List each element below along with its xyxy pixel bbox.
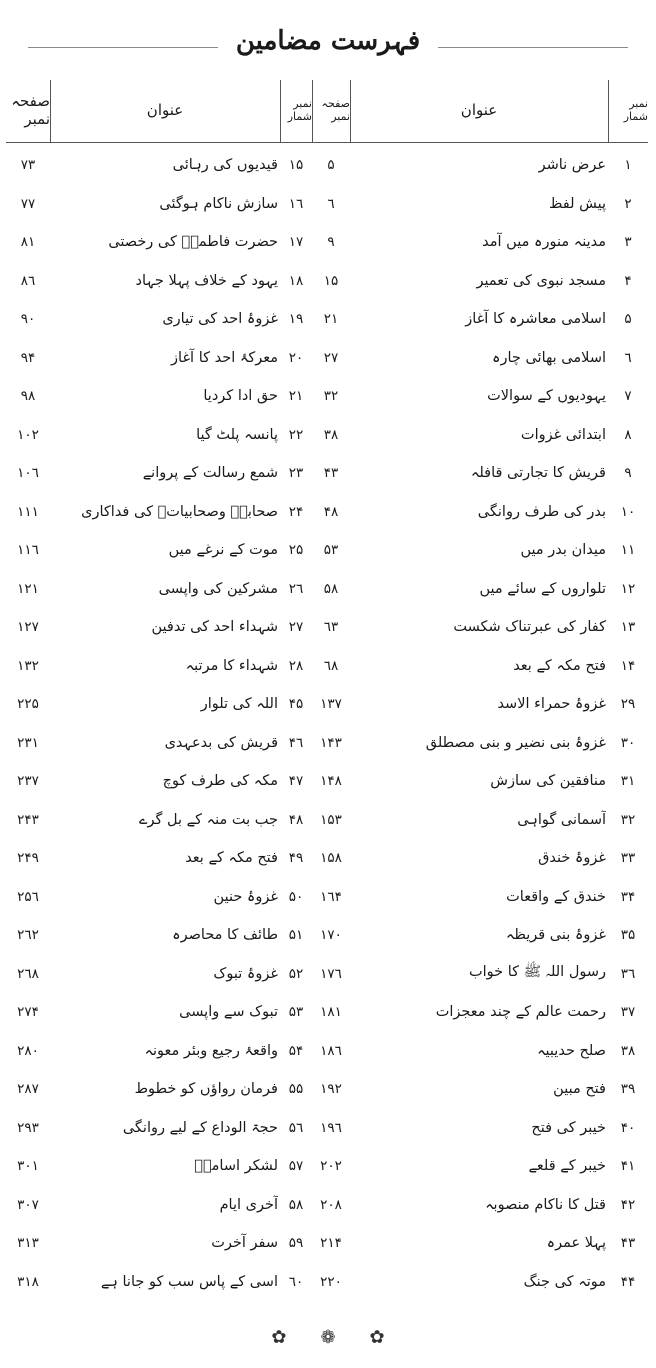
right-serial-number: ٦: [624, 349, 632, 366]
right-entry-title: پیش لفظ: [548, 195, 606, 212]
table-row: [6, 1224, 648, 1262]
right-serial-number: ٢: [624, 195, 632, 212]
flower-ornament-icon: ✿: [369, 1327, 385, 1348]
left-entry-title: فرمان رواؤں کو خطوط: [134, 1081, 278, 1097]
right-serial-number: ١٢: [620, 580, 636, 597]
left-entry-title: آخری ایام: [219, 1196, 278, 1213]
right-entry-title: خیبر کی فتح: [531, 1119, 606, 1136]
header-left-page: صفحہ نمبر: [11, 92, 50, 128]
header-right-serial: نمبر شمار: [623, 97, 648, 123]
table-row: [6, 1109, 648, 1147]
left-entry-title: قریش کی بدعہدی: [164, 734, 278, 751]
left-page-number: ٢۴٩: [17, 850, 39, 866]
right-page-number: ٦٨: [323, 657, 339, 674]
right-entry-title: کفار کی عبرتناک شکست: [453, 619, 606, 635]
left-serial-number: ۵٩: [288, 1235, 304, 1251]
left-entry-title: قیدیوں کی رہائی: [172, 157, 278, 173]
right-serial-number: ۴: [624, 272, 632, 289]
table-row: [6, 839, 648, 877]
right-serial-number: ۴٣: [620, 1235, 636, 1251]
header-right-title: عنوان: [460, 101, 498, 119]
right-entry-title: غزوۂ خندق: [538, 850, 606, 866]
left-page-number: ٢۴٣: [17, 811, 39, 828]
right-entry-title: منافقین کی سازش: [490, 773, 606, 789]
right-entry-title: یہودیوں کے سوالات: [487, 388, 606, 404]
table-row: [6, 1032, 648, 1070]
left-entry-title: اسی کے پاس سب کو جانا ہے: [100, 1273, 278, 1290]
right-page-number: ٢٠٨: [320, 1196, 342, 1213]
right-serial-number: ٣٨: [620, 1042, 636, 1059]
toc-table: [6, 80, 648, 1300]
table-row: [6, 1070, 648, 1108]
left-page-number: ٨١: [20, 234, 36, 250]
right-page-number: ١٣٧: [320, 696, 342, 712]
table-row: [6, 647, 648, 685]
left-page-number: ١٢٧: [17, 619, 39, 635]
table-row: [6, 724, 648, 762]
left-entry-title: طائف کا محاصرہ: [172, 927, 278, 943]
left-serial-number: ۴٩: [288, 850, 304, 866]
right-entry-title: میدان بدر میں: [520, 542, 606, 558]
left-entry-title: غزوۂ تبوک: [213, 965, 278, 982]
right-serial-number: ۴٢: [620, 1196, 636, 1213]
left-serial-number: ۵٠: [288, 888, 304, 905]
table-row: [6, 608, 648, 646]
right-page-number: ١۵: [323, 272, 339, 289]
left-serial-number: ۵۴: [288, 1042, 304, 1059]
right-serial-number: ٣٦: [620, 965, 636, 982]
right-entry-title: بدر کی طرف روانگی: [477, 503, 606, 520]
left-serial-number: ۵٦: [288, 1119, 304, 1136]
flower-ornament-icon: ❁: [320, 1327, 336, 1348]
left-page-number: ١٠٦: [17, 465, 39, 481]
left-page-number: ١٢١: [17, 580, 39, 597]
left-serial-number: ۴٧: [288, 773, 304, 789]
right-page-number: ٢١: [323, 311, 339, 327]
right-page-number: ١٧٦: [320, 965, 342, 982]
table-row: [6, 762, 648, 800]
right-entry-title: پہلا عمرہ: [546, 1235, 606, 1251]
left-entry-title: مکہ کی طرف کوچ: [162, 773, 278, 789]
right-page-number: ١٨٦: [320, 1042, 342, 1059]
left-entry-title: شہداء احد کی تدفین: [151, 619, 278, 635]
title-bar: [0, 10, 656, 60]
right-entry-title: تلواروں کے سائے میں: [479, 580, 606, 597]
table-row: [6, 454, 648, 492]
left-entry-title: سفر آخرت: [211, 1235, 278, 1251]
title-rule-left: [28, 47, 218, 48]
right-serial-number: ١٠: [620, 503, 636, 520]
right-serial-number: ٣۴: [620, 888, 636, 905]
right-serial-number: ٣: [624, 234, 632, 250]
left-entry-title: پانسہ پلٹ گیا: [196, 426, 278, 443]
left-entry-title: صحابہؓ وصحابیاتؓ کی فداکاری: [81, 503, 278, 520]
left-page-number: ٩۴: [20, 349, 36, 366]
right-entry-title: صلح حدیبیہ: [537, 1042, 606, 1059]
left-page-number: ٢٨٧: [17, 1081, 39, 1097]
left-serial-number: ۵٨: [288, 1196, 304, 1213]
table-row: [6, 416, 648, 454]
right-page-number: ٢٠٢: [320, 1158, 342, 1174]
table-row: [6, 801, 648, 839]
left-entry-title: شہداء کا مرتبہ: [185, 657, 278, 674]
left-entry-title: غزوۂ حنین: [213, 888, 278, 905]
right-serial-number: ٣١: [620, 773, 636, 789]
right-page-number: ۵٨: [323, 580, 339, 597]
left-page-number: ٣١٣: [17, 1235, 39, 1251]
right-serial-number: ٣٢: [620, 811, 636, 828]
left-page-number: ٢٣١: [17, 734, 39, 751]
right-serial-number: ۵: [624, 311, 632, 327]
right-entry-title: رحمت عالم کے چند معجزات: [435, 1004, 606, 1020]
page-title: فہرست مضامین: [228, 26, 428, 56]
left-page-number: ١١١: [17, 503, 39, 520]
right-serial-number: ٣٧: [620, 1004, 636, 1020]
left-entry-title: جب بت منہ کے بل گرے: [139, 811, 278, 828]
right-page-number: ١٨١: [320, 1004, 342, 1020]
left-page-number: ٣٠١: [17, 1158, 39, 1174]
right-entry-title: اسلامی بھائی چارہ: [491, 349, 606, 366]
left-serial-number: ٢٠: [288, 349, 304, 366]
title-rule-right: [438, 47, 628, 48]
right-entry-title: فتح مکہ کے بعد: [513, 657, 606, 674]
right-page-number: ١٩٦: [320, 1119, 342, 1136]
right-entry-title: قریش کا تجارتی قافلہ: [470, 465, 606, 481]
right-page-number: ١۵٨: [320, 850, 342, 866]
left-serial-number: ٢۴: [288, 503, 304, 520]
left-page-number: ٢٦٨: [17, 965, 39, 982]
left-serial-number: ٢٧: [288, 619, 304, 635]
left-serial-number: ۴٦: [288, 734, 304, 751]
table-row: [6, 916, 648, 954]
right-entry-title: غزوۂ بنی قریظہ: [505, 927, 606, 943]
right-serial-number: ١٣: [620, 619, 636, 635]
right-serial-number: ٧: [624, 388, 632, 404]
left-serial-number: ١٧: [288, 234, 304, 250]
left-entry-title: اللہ کی تلوار: [200, 696, 278, 712]
right-page-number: ۴٣: [323, 465, 339, 481]
left-entry-title: یہود کے خلاف پہلا جہاد: [135, 272, 278, 289]
left-entry-title: حجۃ الوداع کے لیے روانگی: [122, 1119, 278, 1136]
right-serial-number: ١۴: [620, 657, 636, 674]
right-entry-title: خندق کے واقعات: [506, 888, 606, 905]
left-serial-number: ٢١: [288, 388, 304, 404]
left-entry-title: لشکر اسامہؓ: [194, 1158, 278, 1174]
right-entry-title: رسول اللہ ﷺ کا خواب: [469, 964, 606, 980]
table-row: [6, 1186, 648, 1224]
left-page-number: ٩٨: [20, 388, 36, 404]
table-row: [6, 262, 648, 300]
right-page-number: ٦٣: [323, 619, 339, 635]
left-serial-number: ٢٢: [288, 426, 304, 443]
right-page-number: ٢١۴: [320, 1235, 342, 1251]
right-entry-title: غزوۂ حمراء الاسد: [497, 696, 606, 712]
table-row: [6, 531, 648, 569]
right-serial-number: ۴۴: [620, 1273, 636, 1290]
table-row: [6, 878, 648, 916]
left-page-number: ٢٢۵: [17, 696, 39, 712]
left-page-number: ٧٧: [20, 195, 36, 212]
left-serial-number: ۵٧: [288, 1158, 304, 1174]
left-page-number: ٢٣٧: [17, 773, 39, 789]
right-page-number: ١٦۴: [320, 888, 342, 905]
table-row: [6, 955, 648, 993]
left-entry-title: موت کے نرغے میں: [168, 542, 278, 558]
table-row: [6, 1147, 648, 1185]
table-row: [6, 493, 648, 531]
left-entry-title: حضرت فاطمہؓ کی رخصتی: [108, 234, 278, 250]
table-row: [6, 339, 648, 377]
left-page-number: ٨٦: [20, 272, 36, 289]
left-page-number: ٢٦٢: [17, 927, 39, 943]
right-entry-title: موتہ کی جنگ: [523, 1273, 606, 1290]
right-page-number: ۵٣: [323, 542, 339, 558]
left-page-number: ٣١٨: [17, 1273, 39, 1290]
table-row: [6, 377, 648, 415]
right-serial-number: ٣۵: [620, 927, 636, 943]
footer-ornaments: [0, 1326, 656, 1350]
right-entry-title: غزوۂ بنی نضیر و بنی مصطلق: [425, 734, 606, 751]
right-serial-number: ۴١: [620, 1158, 636, 1174]
left-page-number: ٢۵٦: [17, 888, 39, 905]
header-left-title: عنوان: [146, 101, 184, 119]
table-row: [6, 300, 648, 338]
left-serial-number: ٢٨: [288, 657, 304, 674]
right-entry-title: مسجد نبوی کی تعمیر: [476, 272, 606, 289]
right-entry-title: فتح مبین: [553, 1081, 606, 1097]
header-left-serial: نمبر شمار: [287, 97, 312, 123]
left-serial-number: ۵١: [288, 927, 304, 943]
left-page-number: ٢٧۴: [17, 1004, 39, 1020]
left-page-number: ٣٠٧: [17, 1196, 39, 1213]
right-page-number: ۴٨: [323, 503, 339, 520]
table-row: [6, 685, 648, 723]
right-entry-title: ابتدائی غزوات: [520, 426, 606, 443]
right-serial-number: ٩: [624, 465, 632, 481]
left-entry-title: سازش ناکام ہوگئی: [159, 195, 278, 212]
left-page-number: ٢٨٠: [17, 1042, 39, 1059]
left-entry-title: غزوۂ احد کی تیاری: [162, 311, 278, 327]
right-page-number: ١۵٣: [320, 811, 342, 828]
table-row: [6, 570, 648, 608]
right-serial-number: ٨: [624, 426, 632, 443]
right-page-number: ٦: [327, 195, 335, 212]
right-page-number: ١٩٢: [320, 1081, 342, 1097]
right-serial-number: ٣٣: [620, 850, 636, 866]
left-serial-number: ١۵: [288, 157, 304, 173]
table-row: [6, 993, 648, 1031]
left-entry-title: تبوک سے واپسی: [179, 1004, 278, 1020]
right-entry-title: مدینہ منورہ میں آمد: [482, 234, 606, 250]
right-entry-title: آسمانی گواہی: [517, 811, 606, 828]
right-entry-title: خیبر کے قلعے: [528, 1158, 606, 1174]
left-serial-number: ٦٠: [288, 1273, 304, 1290]
header-rule: [6, 142, 648, 143]
left-serial-number: ١٦: [288, 195, 304, 212]
left-serial-number: ١٩: [288, 311, 304, 327]
right-page-number: ١٧٠: [320, 927, 342, 943]
left-serial-number: ١٨: [288, 272, 304, 289]
table-row: [6, 1263, 648, 1301]
right-page-number: ٢٧: [323, 349, 339, 366]
left-page-number: ٧٣: [20, 157, 36, 173]
right-page-number: ٣٨: [323, 426, 339, 443]
left-serial-number: ٢٦: [288, 580, 304, 597]
right-serial-number: ۴٠: [620, 1119, 636, 1136]
left-serial-number: ۵۵: [288, 1081, 304, 1097]
right-page-number: ٣٢: [323, 388, 339, 404]
right-serial-number: ٣٠: [620, 734, 636, 751]
left-page-number: ١٣٢: [17, 657, 39, 674]
right-serial-number: ١: [624, 157, 632, 173]
left-serial-number: ٢۵: [288, 542, 304, 558]
left-entry-title: واقعۂ رجیع وبئر معونہ: [144, 1042, 278, 1059]
left-entry-title: مشرکین کی واپسی: [158, 580, 278, 597]
table-row: [6, 185, 648, 223]
left-entry-title: معرکۂ احد کا آغاز: [171, 349, 278, 366]
left-page-number: ٢٩٣: [17, 1119, 39, 1136]
header-right-page: صفحہ نمبر: [321, 97, 350, 123]
right-entry-title: قتل کا ناکام منصوبہ: [485, 1196, 606, 1213]
left-page-number: ١٠٢: [17, 426, 39, 443]
left-serial-number: ۴۵: [288, 696, 304, 712]
right-serial-number: ١١: [620, 542, 636, 558]
right-entry-title: اسلامی معاشرہ کا آغاز: [465, 311, 606, 327]
left-serial-number: ٢٣: [288, 465, 304, 481]
left-serial-number: ۵٣: [288, 1004, 304, 1020]
right-page-number: ٢٢٠: [320, 1273, 342, 1290]
left-serial-number: ۵٢: [288, 965, 304, 982]
flower-ornament-icon: ✿: [271, 1327, 287, 1348]
left-serial-number: ۴٨: [288, 811, 304, 828]
left-entry-title: فتح مکہ کے بعد: [185, 850, 278, 866]
left-page-number: ١١٦: [17, 542, 39, 558]
left-entry-title: حق ادا کردیا: [203, 388, 278, 404]
left-entry-title: شمع رسالت کے پروانے: [142, 465, 278, 481]
table-row: [6, 146, 648, 184]
left-page-number: ٩٠: [20, 311, 36, 327]
table-row: [6, 223, 648, 261]
right-page-number: ۵: [327, 157, 335, 173]
right-serial-number: ٢٩: [620, 696, 636, 712]
right-page-number: ١۴٨: [320, 773, 342, 789]
right-page-number: ٩: [327, 234, 335, 250]
right-entry-title: عرض ناشر: [538, 157, 606, 173]
right-page-number: ١۴٣: [320, 734, 342, 751]
right-serial-number: ٣٩: [620, 1081, 636, 1097]
